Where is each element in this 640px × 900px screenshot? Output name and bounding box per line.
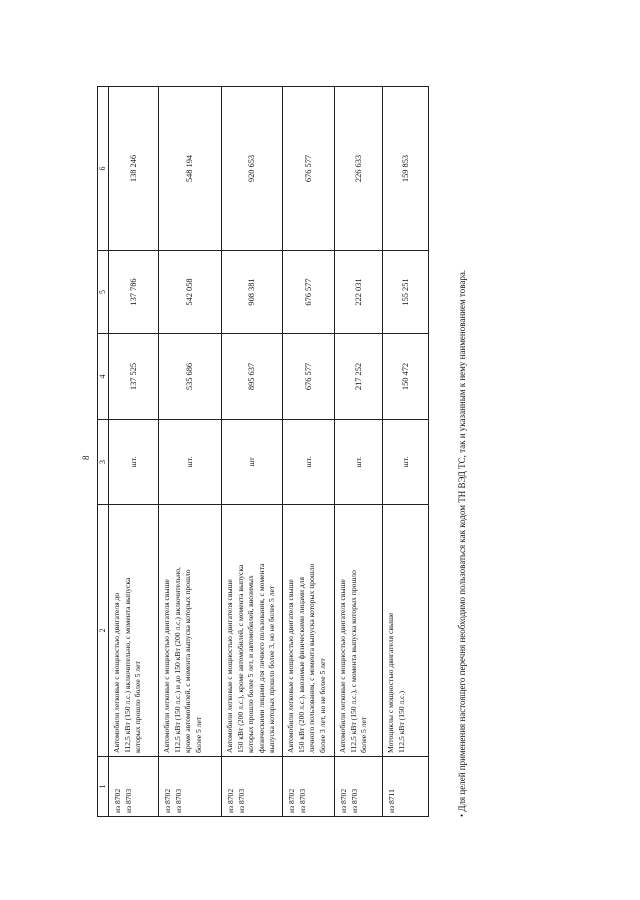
code-cell xyxy=(335,757,383,817)
description-cell xyxy=(222,505,283,757)
value-cell-col4: 137 525 xyxy=(109,334,159,420)
header-cell-3: 3 xyxy=(98,420,109,505)
description-line: Мотоциклы с мощностью двигателя свыше xyxy=(386,612,396,753)
description-line: Автомобили легковые с мощностью двигателя свыше xyxy=(338,579,348,753)
unit-cell: шт xyxy=(222,420,283,505)
code-line: из 8703 xyxy=(123,788,133,813)
code-line: из 8703 xyxy=(349,788,359,813)
description-line: Автомобили легковые с мощностью двигателя свыше xyxy=(162,579,172,753)
value-cell-col6: 159 853 xyxy=(383,87,429,251)
description-line: выпуска которых прошло более 3, но не более 5 лет xyxy=(267,585,277,753)
code-cell xyxy=(383,757,429,817)
code-cell xyxy=(283,757,335,817)
table-row xyxy=(335,87,383,817)
description-line: 150 кВт (200 л.с.), кроме автомобилей, с момента выпуска xyxy=(235,564,245,753)
description-line: личного пользования, с момента выпуска которых прошло xyxy=(307,563,317,753)
header-cell-4: 4 xyxy=(98,334,109,420)
code-line: из 8703 xyxy=(173,788,183,813)
unit-cell: шт. xyxy=(109,420,159,505)
value-cell-col4: 895 637 xyxy=(222,334,283,420)
value-cell-col6: 138 246 xyxy=(109,87,159,251)
tariff-table xyxy=(97,86,429,817)
header-cell-2: 2 xyxy=(98,505,109,757)
value-cell-col4: 535 686 xyxy=(159,334,222,420)
table-row xyxy=(383,87,429,817)
code-line: из 8703 xyxy=(236,788,246,813)
footnote: • Для целей применения настоящего перечня необходимо пользоваться как кодом ТН ВЭД ТС, так и указанным к нему наименованием товара. xyxy=(457,269,467,817)
description-line: кроме автомобилей, с момента выпуска которых прошло xyxy=(183,569,193,753)
code-line: из 8702 xyxy=(113,788,123,813)
code-line: из 8711 xyxy=(387,789,397,813)
value-cell-col6: 226 633 xyxy=(335,87,383,251)
unit-cell: шт. xyxy=(159,420,222,505)
value-cell-col5: 676 577 xyxy=(283,251,335,334)
description-cell xyxy=(383,505,429,757)
description-line: 112,5 кВт (150 л.с.) включительно, с момента выпуска xyxy=(122,577,132,753)
description-line: 112,5 кВт (150 л.с.), с момента выпуска которых прошло xyxy=(348,570,358,753)
value-cell-col5: 908 381 xyxy=(222,251,283,334)
unit-cell: шт. xyxy=(383,420,429,505)
description-line: которых прошло более 5 лет, и автомобилей, ввозимых xyxy=(246,575,256,753)
value-cell-col6: 920 653 xyxy=(222,87,283,251)
code-line: из 8702 xyxy=(287,788,297,813)
code-cell xyxy=(222,757,283,817)
value-cell-col4: 217 252 xyxy=(335,334,383,420)
description-line: 150 кВт (200 л.с.), ввозимые физическими лицами для xyxy=(296,576,306,753)
value-cell-col4: 150 472 xyxy=(383,334,429,420)
description-cell xyxy=(335,505,383,757)
code-line: из 8703 xyxy=(297,788,307,813)
code-line: из 8702 xyxy=(226,788,236,813)
header-row xyxy=(98,87,109,817)
unit-cell: шт. xyxy=(283,420,335,505)
table-row xyxy=(283,87,335,817)
description-line: Автомобили легковые с мощностью двигателя до xyxy=(112,592,122,753)
value-cell-col5: 542 058 xyxy=(159,251,222,334)
table-row xyxy=(109,87,159,817)
code-line: из 8702 xyxy=(163,788,173,813)
value-cell-col6: 548 194 xyxy=(159,87,222,251)
description-line: более 3 лет, но не более 5 лет xyxy=(317,658,327,753)
description-line: 112,5 кВт (150 л.с.) xyxy=(396,691,406,753)
table-row xyxy=(159,87,222,817)
code-cell xyxy=(109,757,159,817)
description-cell xyxy=(109,505,159,757)
code-cell xyxy=(159,757,222,817)
description-line: более 5 лет xyxy=(193,716,203,753)
value-cell-col4: 676 577 xyxy=(283,334,335,420)
header-cell-1: 1 xyxy=(98,757,109,817)
header-cell-6: 6 xyxy=(98,87,109,251)
value-cell-col5: 155 251 xyxy=(383,251,429,334)
description-line: которых прошло более 5 лет xyxy=(133,661,143,753)
description-line: 112,5 кВт (150 л.с.) и до 150 кВт (200 л.с.) включительно, xyxy=(172,567,182,753)
description-line: Автомобили легковые с мощностью двигателя свыше xyxy=(286,579,296,753)
page-number: 8 xyxy=(81,455,91,460)
description-line: Автомобили легковые с мощностью двигателя свыше xyxy=(225,579,235,753)
table-row xyxy=(222,87,283,817)
description-cell xyxy=(159,505,222,757)
value-cell-col6: 676 577 xyxy=(283,87,335,251)
value-cell-col5: 137 786 xyxy=(109,251,159,334)
description-line: более 5 лет xyxy=(359,716,369,753)
value-cell-col5: 222 031 xyxy=(335,251,383,334)
unit-cell: шт. xyxy=(335,420,383,505)
description-line: физическими лицами для личного пользования, с момента xyxy=(256,563,266,753)
header-cell-5: 5 xyxy=(98,251,109,334)
code-line: из 8702 xyxy=(339,788,349,813)
description-cell xyxy=(283,505,335,757)
